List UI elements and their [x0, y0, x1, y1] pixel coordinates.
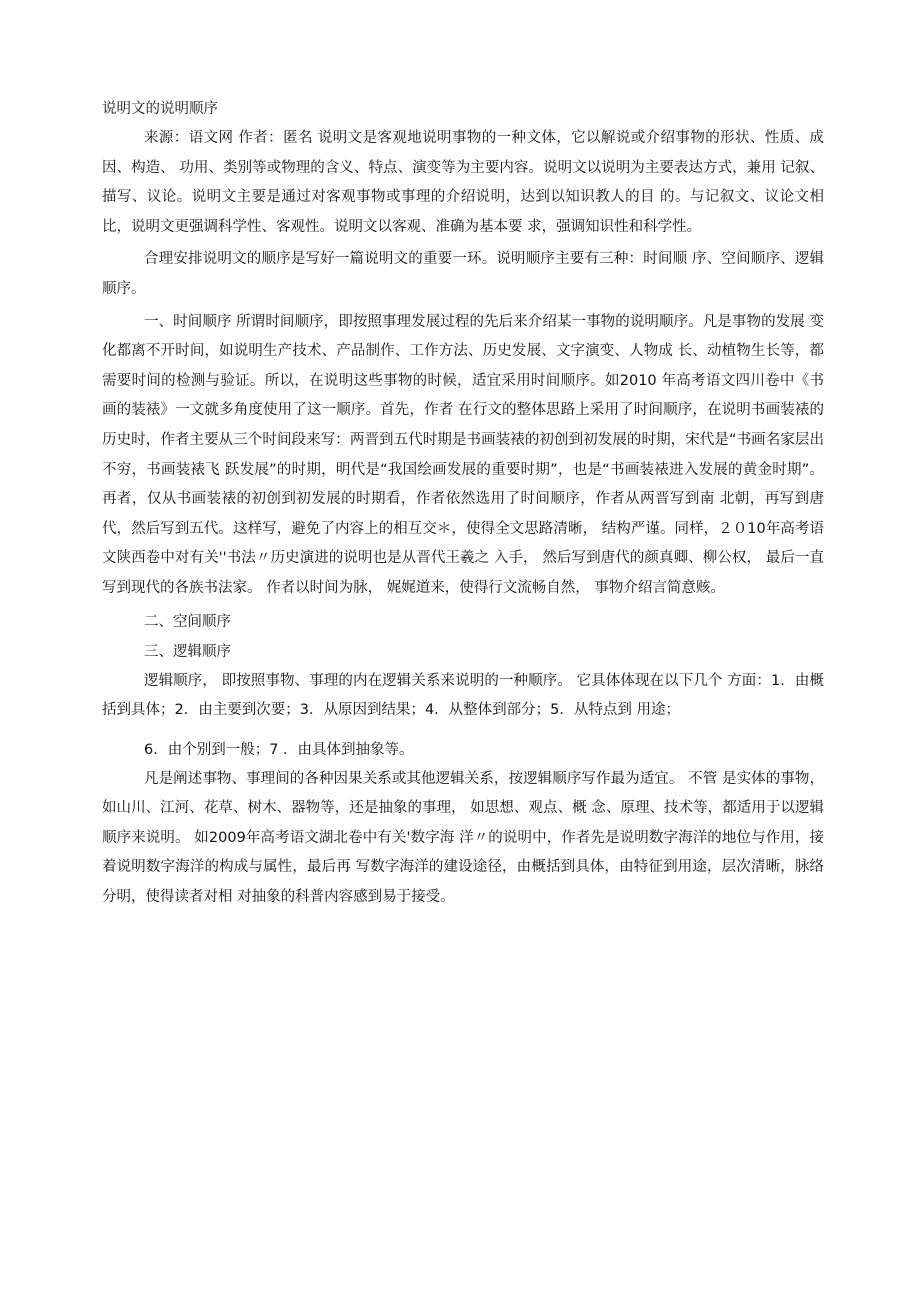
logic-list-tail: 6．由个别到一般；7 ．由具体到抽象等。 — [144, 741, 414, 758]
logic-intro-paragraph: 逻辑顺序， 即按照事物、事理的内在逻辑关系来说明的一种顺序。 它具体体现在以下几个 方面：1．由概括到具体；2．由主要到次要；3．从原因到结果；4．从整体到部分；5．从特点到 用途； — [102, 672, 824, 719]
document-title: 说明文的说明顺序 — [102, 101, 218, 117]
document-page — [102, 97, 824, 916]
intro-paragraph: 来源：语文网 作者：匿名 说明文是客观地说明事物的一种文体，它以解说或介绍事物的形状、性质、成因、构造、 功用、类别等或物理的含义、特点、演变等为主要内容。说明文以说明为主要表达方式，兼用 记叙、描写、议论。说明文主要是通过对客观事物或事理的介绍说明，达到以知识教人的目 的。与记叙文、议论文相比，说明文更强调科学性、客观性。说明文以客观、准确为基本要 求，强调知识性和科学性。 — [102, 130, 824, 235]
logic-example-paragraph: 凡是阐述事物、事理间的各种因果关系或其他逻辑关系，按逻辑顺序写作最为适宜。 不管 是实体的事物， 如山川、江河、花草、树木、器物等，还是抽象的事理， 如思想、观点、概 念、原理、技术等，都适用于以逻辑顺序来说明。 如2009年高考语文湖北卷中有关'数字海 洋〃的说明中，作者先是说明数字海洋的地位与作用，接着说明数字海洋的构成与属性，最后再 写数字海洋的建设途径，由概括到具体，由特征到用途，层次清晰，脉络分明，使得读者对相 对抽象的科普内容感到易于接受。 — [102, 770, 824, 906]
overview-paragraph: 合理安排说明文的顺序是写好一篇说明文的重要一环。说明顺序主要有三种：时间顺 序、空间顺序、逻辑顺序。 — [102, 251, 824, 297]
space-order-heading: 二、空间顺序 — [144, 613, 231, 630]
logic-order-heading: 三、逻辑顺序 — [144, 643, 231, 660]
time-order-paragraph: 一、时间顺序 所谓时间顺序，即按照事理发展过程的先后来介绍某一事物的说明顺序。凡是事物的发展 变化都离不开时间，如说明生产技术、产品制作、工作方法、历史发展、文字演变、人物成 长、动植物生长等，都需要时间的检测与验证。所以，在说明这些事物的时候，适宜采用时间顺序。如2010 年高考语文四川卷中《书画的装裱》一文就多角度使用了这一顺序。首先，作者 在行文的整体思路上采用了时间顺序，在说明书画装裱的历史时，作者主要从三个时间段来写：两晋到五代时期是书画装裱的初创到初发展的时期，宋代是“书画名家层出不穷，书画装裱飞 跃发展”的时期，明代是“我国绘画发展的重要时期”，也是“书画装裱进入发展的黄金时期”。 再者，仅从书画装裱的初创到初发展的时期看，作者依然选用了时间顺序，作者从两晋写到南 北朝，再写到唐代，然后写到五代。这样写，避免了内容上的相互交＊，使得全文思路清晰， 结构严谨。同样，２０10年高考语文陕西卷中对有关''书法〃历史演进的说明也是从晋代王羲之 入手， 然后写到唐代的颜真卿、柳公权， 最后一直写到现代的各族书法家。 作者以时间为脉， 娓娓道来，使得行文流畅自然， 事物介绍言简意赅。 — [102, 313, 824, 596]
